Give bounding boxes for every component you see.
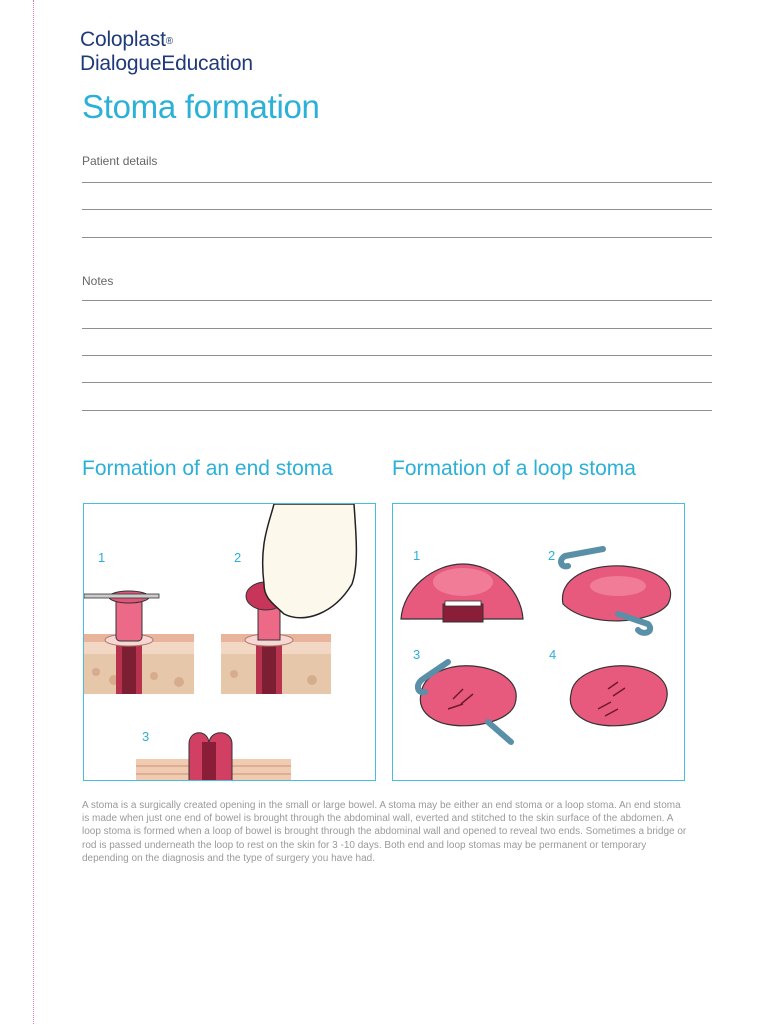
- loop-stoma-step2-drawing: [561, 549, 671, 633]
- patient-details-label: Patient details: [82, 154, 158, 168]
- loop-stoma-step4-drawing: [570, 666, 667, 726]
- notes-line-5[interactable]: [82, 410, 712, 411]
- end-stoma-step1-drawing: [84, 591, 194, 694]
- loop-step-4-label: 4: [549, 647, 557, 662]
- loop-stoma-heading: Formation of a loop stoma: [392, 457, 636, 480]
- brand-name: Coloplast: [80, 28, 166, 51]
- notes-line-4[interactable]: [82, 382, 712, 383]
- notes-label: Notes: [82, 274, 114, 288]
- loop-step-2-label: 2: [548, 548, 556, 563]
- perforation-line: [33, 0, 34, 1024]
- loop-stoma-illustration: [393, 504, 685, 781]
- page-title: Stoma formation: [82, 88, 320, 125]
- notes-line-3[interactable]: [82, 355, 712, 356]
- loop-stoma-step3-drawing: [418, 662, 516, 742]
- end-stoma-step3-drawing: [136, 733, 291, 781]
- patient-details-line-2[interactable]: [82, 209, 712, 210]
- patient-details-line-1[interactable]: [82, 182, 712, 183]
- brand-logo: [80, 28, 253, 76]
- loop-stoma-step1-drawing: [401, 564, 523, 622]
- end-stoma-illustration-panel: [83, 503, 376, 781]
- registered-mark: ®: [165, 36, 173, 47]
- brand-subtitle: DialogueEducation: [80, 52, 253, 75]
- loop-stoma-illustration-panel: [392, 503, 685, 781]
- loop-step-3-label: 3: [413, 647, 421, 662]
- stoma-description: A stoma is a surgically created opening in the small or large bowel. A stoma may be either an end stoma or a loop stoma. An end stoma is made when just one end of bowel is brought through the abdominal wall, everted and stitched to the skin surface of the abdomen. A loop stoma is formed when a loop of bowel is brought through the abdominal wall and opened to reveal two ends. Sometimes a bridge or rod is passed underneath the loop to rest on the skin for 3 -10 days. Both end and loop stomas may be permanent or temporary depending on the diagnosis and the type of surgery you have had.: [82, 800, 687, 864]
- end-step-1-label: 1: [98, 550, 106, 565]
- notes-line-2[interactable]: [82, 328, 712, 329]
- end-step-2-label: 2: [234, 550, 242, 565]
- patient-details-line-3[interactable]: [82, 237, 712, 238]
- end-stoma-step2-drawing: [221, 504, 356, 694]
- loop-step-1-label: 1: [413, 548, 421, 563]
- end-stoma-heading: Formation of an end stoma: [82, 457, 333, 480]
- end-step-3-label: 3: [142, 729, 150, 744]
- notes-line-1[interactable]: [82, 300, 712, 301]
- end-stoma-illustration: [84, 504, 376, 781]
